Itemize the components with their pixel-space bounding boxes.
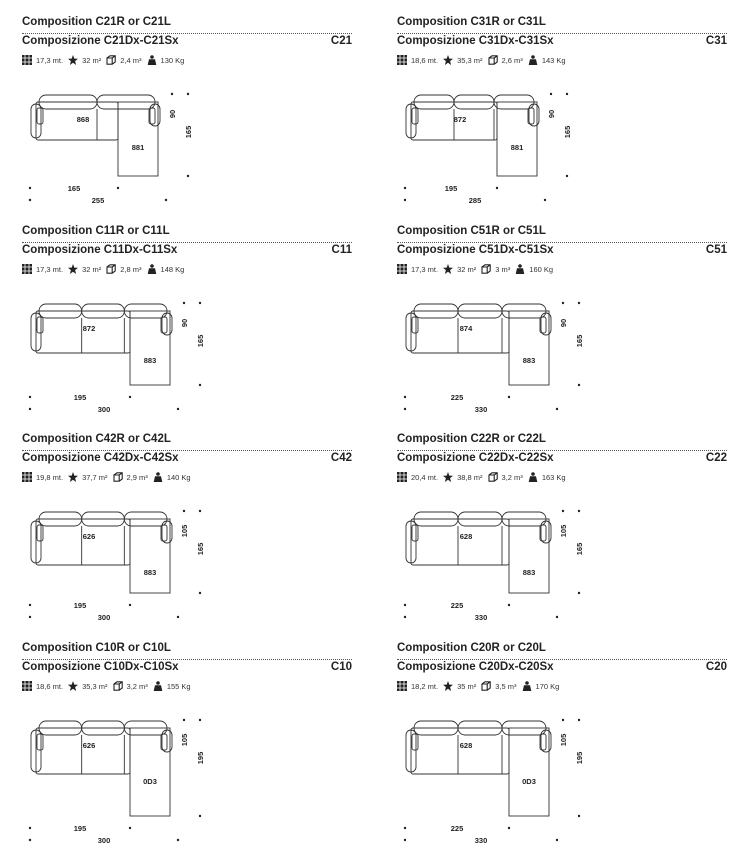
sofa-outline (31, 721, 172, 816)
spec-row (397, 54, 571, 66)
composition-c20 (397, 642, 727, 845)
spec-volume-value: 2,8 m³ (120, 264, 142, 274)
weight-icon (528, 55, 538, 65)
composition-c31 (397, 16, 727, 216)
spec-volume-value: 3,5 m³ (495, 681, 517, 691)
dotted-divider (22, 450, 352, 451)
sofa-plan-svg (397, 283, 727, 425)
spec-weight-value: 148 Kg (160, 264, 185, 274)
volume-icon (113, 472, 123, 482)
dimension-markers (29, 719, 201, 841)
module-label-seat: 872 (453, 115, 467, 124)
sofa-outline (406, 512, 551, 593)
dimension-markers (404, 719, 580, 841)
composition-title-it: Composizione C10Dx-C10Sx (22, 661, 179, 673)
spec-weight-value: 160 Kg (529, 264, 554, 274)
short-width-dimension-label: 195 (444, 184, 458, 193)
area-icon (68, 55, 78, 65)
spec-length-value: 19,8 mt. (36, 472, 64, 482)
sofa-plan-diagram (22, 491, 352, 633)
spec-length-value: 17,3 mt. (36, 55, 64, 65)
area-icon (443, 472, 453, 482)
dotted-divider (397, 659, 727, 660)
spec-row (22, 471, 196, 483)
composition-code: C31 (705, 35, 727, 47)
sofa-plan-diagram (397, 700, 727, 845)
spec-volume-value: 3,2 m³ (126, 681, 148, 691)
spec-row (22, 263, 189, 275)
composition-title-it: Composizione C21Dx-C21Sx (22, 35, 179, 47)
spec-area-value: 35,3 m² (82, 681, 108, 691)
total-width-dimension-label: 255 (91, 196, 105, 205)
total-width-dimension-label: 330 (474, 613, 488, 622)
composition-c21 (22, 16, 352, 216)
sofa-plan-svg (397, 491, 727, 633)
weight-icon (147, 55, 157, 65)
area-icon (68, 681, 78, 691)
module-label-chaise: 881 (510, 143, 524, 152)
short-width-dimension-label: 195 (73, 393, 87, 402)
short-width-dimension-label: 225 (450, 393, 464, 402)
composition-title-it: Composizione C42Dx-C42Sx (22, 452, 179, 464)
composition-code: C51 (705, 244, 727, 256)
area-icon (443, 55, 453, 65)
total-width-dimension-label: 300 (97, 613, 111, 622)
spec-weight-value: 155 Kg (166, 681, 191, 691)
total-width-dimension-label: 330 (474, 836, 488, 845)
spec-row (22, 680, 196, 692)
weight-icon (522, 681, 532, 691)
spec-area-value: 35,3 m² (457, 55, 483, 65)
composition-c42 (22, 433, 352, 633)
chaise-depth-dimension-label: 165 (184, 125, 193, 139)
short-width-dimension-label: 225 (450, 601, 464, 610)
volume-icon (488, 472, 498, 482)
spec-length-value: 20,4 mt. (411, 472, 439, 482)
spec-length-value: 17,3 mt. (411, 264, 439, 274)
spec-row (397, 263, 558, 275)
depth-dimension-label: 105 (559, 524, 568, 538)
spec-length-value: 18,6 mt. (411, 55, 439, 65)
dotted-divider (22, 33, 352, 34)
spec-area-value: 32 m² (82, 264, 102, 274)
spec-length-value: 17,3 mt. (36, 264, 64, 274)
spec-volume-value: 2,9 m³ (126, 472, 148, 482)
module-label-chaise: 883 (143, 568, 157, 577)
sofa-plan-diagram (22, 700, 352, 845)
short-width-dimension-label: 195 (73, 601, 87, 610)
spec-length-value: 18,2 mt. (411, 681, 439, 691)
chaise-depth-dimension-label: 165 (575, 334, 584, 348)
total-width-dimension-label: 300 (97, 405, 111, 414)
dotted-divider (22, 659, 352, 660)
sofa-plan-svg (397, 74, 727, 216)
volume-icon (106, 55, 116, 65)
total-width-dimension-label: 300 (97, 836, 111, 845)
short-width-dimension-label: 165 (67, 184, 81, 193)
module-label-seat: 628 (459, 741, 473, 750)
sofa-plan-svg (22, 491, 352, 633)
composition-c10 (22, 642, 352, 845)
dotted-divider (397, 33, 727, 34)
spec-weight-value: 143 Kg (541, 55, 566, 65)
depth-dimension-label: 105 (180, 524, 189, 538)
module-label-seat: 872 (82, 324, 96, 333)
volume-icon (488, 55, 498, 65)
composition-title-en: Composition C31R or C31L (397, 16, 546, 28)
composition-title-en: Composition C21R or C21L (22, 16, 171, 28)
composition-title-it: Composizione C20Dx-C20Sx (397, 661, 554, 673)
sofa-outline (406, 95, 539, 176)
composition-title-it: Composizione C22Dx-C22Sx (397, 452, 554, 464)
depth-dimension-label: 90 (180, 318, 189, 328)
sofa-plan-svg (22, 700, 352, 845)
length-icon (397, 681, 407, 691)
total-width-dimension-label: 285 (468, 196, 482, 205)
sofa-plan-diagram (22, 283, 352, 425)
sofa-outline (31, 304, 172, 385)
length-icon (397, 472, 407, 482)
spec-weight-value: 140 Kg (166, 472, 191, 482)
length-icon (397, 55, 407, 65)
sofa-plan-diagram (397, 74, 727, 216)
volume-icon (481, 264, 491, 274)
spec-area-value: 38,8 m² (457, 472, 483, 482)
total-width-dimension-label: 330 (474, 405, 488, 414)
chaise-depth-dimension-label: 165 (196, 334, 205, 348)
composition-title-en: Composition C51R or C51L (397, 225, 546, 237)
area-icon (443, 264, 453, 274)
spec-area-value: 32 m² (82, 55, 102, 65)
volume-icon (481, 681, 491, 691)
depth-dimension-label: 105 (180, 733, 189, 747)
module-label-seat: 626 (82, 741, 96, 750)
composition-title-it: Composizione C31Dx-C31Sx (397, 35, 554, 47)
sofa-outline (406, 721, 551, 816)
spec-area-value: 35 m² (457, 681, 477, 691)
spec-weight-value: 130 Kg (160, 55, 185, 65)
weight-icon (147, 264, 157, 274)
sofa-outline (31, 95, 160, 176)
module-label-seat: 874 (459, 324, 473, 333)
composition-code: C42 (330, 452, 352, 464)
module-label-chaise: 0D3 (143, 777, 157, 786)
composition-code: C20 (705, 661, 727, 673)
module-label-seat: 628 (459, 532, 473, 541)
composition-title-en: Composition C22R or C22L (397, 433, 546, 445)
spec-weight-value: 170 Kg (535, 681, 560, 691)
composition-code: C22 (705, 452, 727, 464)
length-icon (397, 264, 407, 274)
area-icon (443, 681, 453, 691)
weight-icon (153, 472, 163, 482)
spec-volume-value: 3,2 m³ (501, 472, 523, 482)
chaise-depth-dimension-label: 165 (575, 542, 584, 556)
spec-row (397, 471, 571, 483)
module-label-chaise: 883 (143, 356, 157, 365)
composition-title-en: Composition C10R or C10L (22, 642, 171, 654)
composition-code: C11 (331, 244, 352, 256)
composition-title-it: Composizione C51Dx-C51Sx (397, 244, 554, 256)
composition-title-en: Composition C11R or C11L (22, 225, 170, 237)
chaise-depth-dimension-label: 195 (196, 751, 205, 765)
composition-c51 (397, 225, 727, 425)
volume-icon (106, 264, 116, 274)
weight-icon (528, 472, 538, 482)
composition-title-it: Composizione C11Dx-C11Sx (22, 244, 178, 256)
spec-weight-value: 163 Kg (541, 472, 566, 482)
spec-volume-value: 3 m³ (495, 264, 511, 274)
area-icon (68, 472, 78, 482)
sofa-outline (31, 512, 172, 593)
composition-code: C21 (330, 35, 352, 47)
composition-c22 (397, 433, 727, 633)
dotted-divider (397, 242, 727, 243)
spec-row (397, 680, 564, 692)
chaise-depth-dimension-label: 195 (575, 751, 584, 765)
module-label-seat: 626 (82, 532, 96, 541)
composition-title-en: Composition C42R or C42L (22, 433, 171, 445)
sofa-plan-svg (22, 283, 352, 425)
module-label-seat: 868 (76, 115, 90, 124)
sofa-plan-svg (397, 700, 727, 845)
dotted-divider (22, 242, 352, 243)
spec-volume-value: 2,4 m³ (120, 55, 142, 65)
sofa-plan-diagram (22, 74, 352, 216)
weight-icon (515, 264, 525, 274)
sofa-plan-svg (22, 74, 352, 216)
module-label-chaise: 881 (131, 143, 145, 152)
length-icon (22, 472, 32, 482)
weight-icon (153, 681, 163, 691)
spec-volume-value: 2,6 m³ (501, 55, 523, 65)
dotted-divider (397, 450, 727, 451)
spec-row (22, 54, 189, 66)
depth-dimension-label: 90 (559, 318, 568, 328)
module-label-chaise: 883 (522, 568, 536, 577)
spec-length-value: 18,6 mt. (36, 681, 64, 691)
length-icon (22, 55, 32, 65)
length-icon (22, 264, 32, 274)
composition-c11 (22, 225, 352, 425)
area-icon (68, 264, 78, 274)
spec-area-value: 37,7 m² (82, 472, 108, 482)
module-label-chaise: 883 (522, 356, 536, 365)
module-label-chaise: 0D3 (522, 777, 536, 786)
depth-dimension-label: 90 (547, 109, 556, 119)
depth-dimension-label: 90 (168, 109, 177, 119)
chaise-depth-dimension-label: 165 (196, 542, 205, 556)
sofa-outline (406, 304, 551, 385)
volume-icon (113, 681, 123, 691)
spec-area-value: 32 m² (457, 264, 477, 274)
short-width-dimension-label: 195 (73, 824, 87, 833)
short-width-dimension-label: 225 (450, 824, 464, 833)
sofa-plan-diagram (397, 491, 727, 633)
sofa-plan-diagram (397, 283, 727, 425)
composition-code: C10 (330, 661, 352, 673)
depth-dimension-label: 105 (559, 733, 568, 747)
length-icon (22, 681, 32, 691)
chaise-depth-dimension-label: 165 (563, 125, 572, 139)
composition-title-en: Composition C20R or C20L (397, 642, 546, 654)
